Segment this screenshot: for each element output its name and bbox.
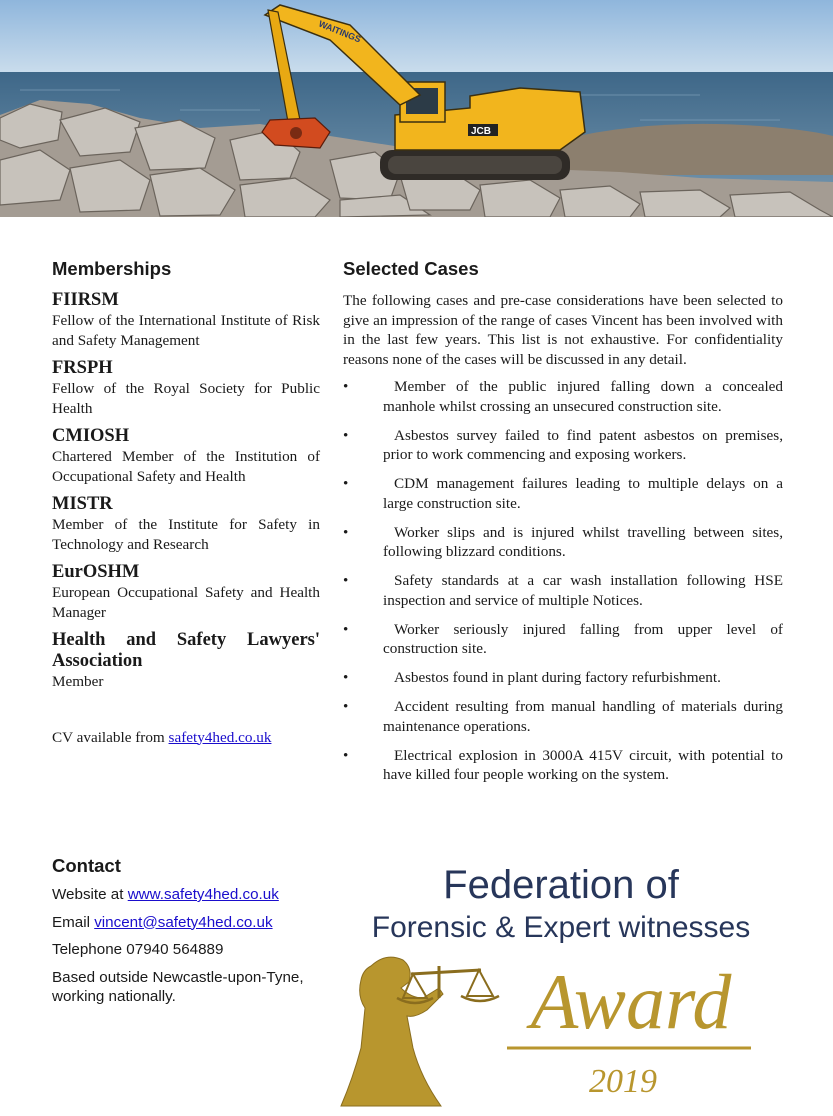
cases-list bbox=[343, 377, 783, 785]
selected-cases-section bbox=[343, 258, 783, 794]
bullet-icon: • bbox=[343, 746, 349, 764]
bullet-icon: • bbox=[343, 523, 349, 541]
bullet-icon: • bbox=[343, 572, 349, 589]
case-item bbox=[343, 377, 783, 416]
bullet-icon: • bbox=[343, 475, 349, 492]
membership-desc: European Occupational Safety and Health Manager bbox=[52, 584, 320, 621]
cases-intro: The following cases and pre-case considerations have been selected to give an impression of the range of cases Vincent has been involved with in the last few years. This list is not exhaustive. For confidentiality reasons none of the cases will be discussed in any detail. bbox=[343, 292, 783, 368]
membership-abbr: Health and Safety Lawyers' Association bbox=[52, 630, 320, 671]
membership-desc: Chartered Member of the Institution of Occupational Safety and Health bbox=[52, 448, 320, 485]
contact-location: Based outside Newcastle-upon-Tyne, working nationally. bbox=[52, 968, 304, 1005]
case-text: Worker seriously injured falling from upper level of construction site. bbox=[383, 620, 783, 657]
contact-website bbox=[52, 885, 320, 905]
cases-heading: Selected Cases bbox=[343, 258, 479, 279]
case-text: Asbestos found in plant during factory refurbishment. bbox=[394, 669, 721, 686]
membership-desc: Fellow of the Royal Society for Public Health bbox=[52, 380, 320, 417]
case-text: Member of the public injured falling down a concealed manhole whilst crossing an unsecured construction site. bbox=[383, 378, 783, 415]
membership-item bbox=[52, 630, 320, 692]
excavator-photo bbox=[0, 0, 833, 217]
case-text: CDM management failures leading to multiple delays on a large construction site. bbox=[383, 475, 783, 512]
bullet-icon: • bbox=[343, 378, 349, 395]
membership-desc: Fellow of the International Institute of Risk and Safety Management bbox=[52, 312, 320, 349]
award-year: 2019 bbox=[589, 1063, 657, 1100]
contact-telephone: Telephone 07940 564889 bbox=[52, 941, 224, 958]
case-item bbox=[343, 697, 783, 736]
membership-item bbox=[52, 426, 320, 486]
email-label: Email bbox=[52, 913, 95, 931]
membership-item bbox=[52, 562, 320, 622]
membership-abbr: FIIRSM bbox=[52, 290, 119, 310]
cv-text: CV available from bbox=[52, 728, 169, 746]
contact-section bbox=[52, 855, 320, 1007]
case-text: Asbestos survey failed to find patent asbestos on premises, prior to work commencing and exposing workers. bbox=[383, 426, 783, 463]
contact-email bbox=[52, 913, 320, 933]
award-line2: Forensic & Expert witnesses bbox=[371, 911, 751, 944]
contact-heading: Contact bbox=[52, 855, 121, 876]
email-link[interactable]: vincent@safety4hed.co.uk bbox=[94, 913, 273, 931]
membership-item bbox=[52, 358, 320, 418]
case-item bbox=[343, 426, 783, 465]
memberships-section bbox=[52, 258, 320, 747]
membership-abbr: EurOSHM bbox=[52, 562, 140, 582]
case-item bbox=[343, 571, 783, 610]
case-item bbox=[343, 474, 783, 513]
membership-desc: Member of the Institute for Safety in Technology and Research bbox=[52, 516, 320, 553]
memberships-heading: Memberships bbox=[52, 258, 172, 279]
website-link[interactable]: www.safety4hed.co.uk bbox=[127, 886, 279, 903]
membership-item bbox=[52, 494, 320, 554]
hero-photo bbox=[0, 0, 833, 217]
membership-item bbox=[52, 290, 320, 350]
cv-link[interactable]: safety4hed.co.uk bbox=[168, 728, 272, 746]
case-text: Safety standards at a car wash installation following HSE inspection and service of multiple Notices. bbox=[383, 572, 783, 609]
case-text: Accident resulting from manual handling of materials during maintenance operations. bbox=[383, 698, 783, 735]
bullet-icon: • bbox=[343, 669, 349, 686]
membership-desc: Member bbox=[52, 673, 104, 690]
case-item bbox=[343, 620, 783, 659]
award-graphic bbox=[331, 848, 794, 1111]
bullet-icon: • bbox=[343, 426, 349, 444]
membership-abbr: CMIOSH bbox=[52, 426, 130, 446]
award-line1: Federation of bbox=[443, 863, 679, 907]
case-item bbox=[343, 746, 783, 785]
bullet-icon: • bbox=[343, 698, 349, 715]
svg-text:WAITINGS: WAITINGS bbox=[317, 18, 363, 45]
award-word: Award bbox=[530, 958, 732, 1045]
membership-abbr: MISTR bbox=[52, 494, 113, 514]
case-text: Worker slips and is injured whilst travelling between sites, following blizzard conditions. bbox=[383, 523, 783, 560]
cv-note bbox=[52, 728, 320, 747]
svg-text:JCB: JCB bbox=[471, 126, 492, 137]
membership-abbr: FRSPH bbox=[52, 358, 113, 378]
award-badge bbox=[331, 848, 794, 1111]
bullet-icon: • bbox=[343, 620, 349, 638]
case-text: Electrical explosion in 3000A 415V circuit, with potential to have killed four people working on the system. bbox=[383, 746, 783, 783]
case-item bbox=[343, 523, 783, 562]
case-item bbox=[343, 668, 783, 688]
website-label: Website at bbox=[52, 886, 128, 903]
